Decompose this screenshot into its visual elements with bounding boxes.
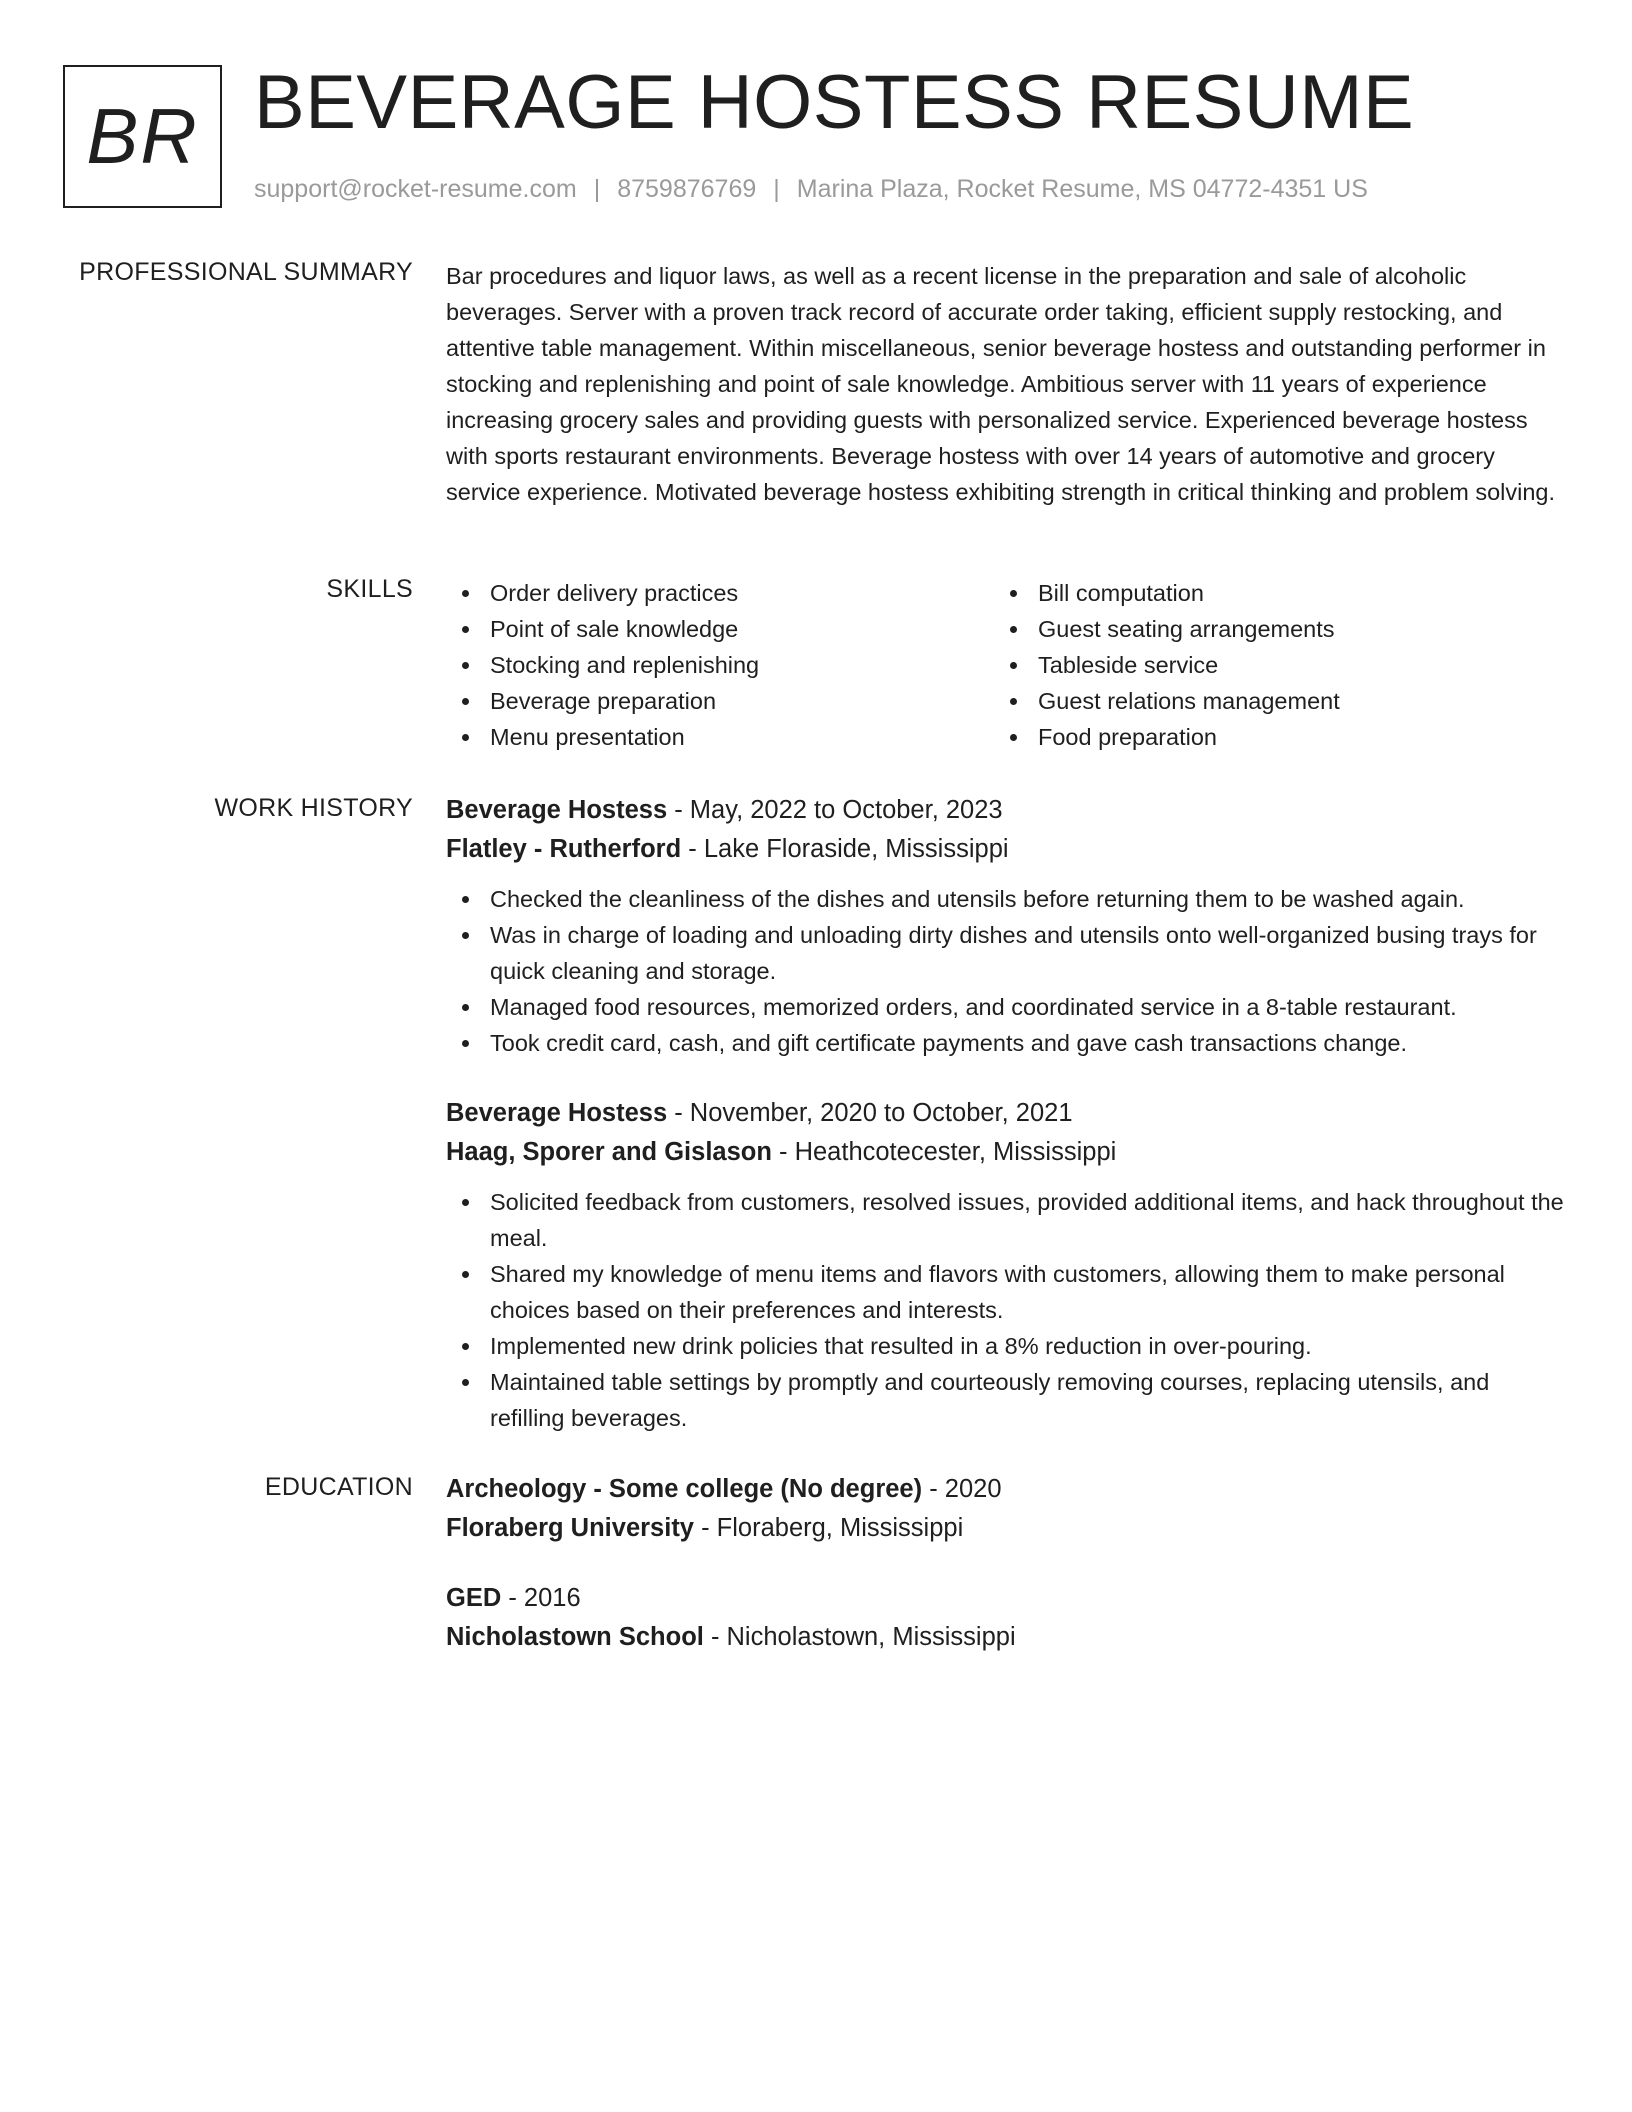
job-duty: Was in charge of loading and unloading dirty dishes and utensils onto well-organized busing trays for quick cleaning and storage. [446, 917, 1566, 989]
skill-item: Tableside service [994, 647, 1542, 683]
education-school-line [446, 1509, 1566, 1548]
education-degree-line [446, 1579, 1566, 1618]
job-dates: - May, 2022 to October, 2023 [667, 796, 1003, 824]
job-title-line [446, 1094, 1566, 1133]
job-duty: Managed food resources, memorized orders, and coordinated service in a 8-table restaurant. [446, 989, 1566, 1025]
skill-item: Beverage preparation [446, 683, 994, 719]
job-duty: Shared my knowledge of menu items and flavors with customers, allowing them to make personal choices based on their preferences and interests. [446, 1256, 1566, 1328]
job-company-line [446, 1133, 1566, 1172]
job-entry [446, 1094, 1566, 1436]
job-duty: Maintained table settings by promptly and courteously removing courses, replacing utensils, and refilling beverages. [446, 1364, 1566, 1436]
education-school-line [446, 1618, 1566, 1657]
contact-address: Marina Plaza, Rocket Resume, MS 04772-4351 US [796, 175, 1368, 203]
skill-item: Order delivery practices [446, 575, 994, 611]
job-company-line [446, 830, 1566, 869]
contact-email[interactable]: support@rocket-resume.com [254, 175, 577, 203]
job-location: - Heathcotecester, Mississippi [771, 1138, 1117, 1166]
education-location: - Nicholastown, Mississippi [703, 1623, 1016, 1651]
section-label-skills: SKILLS [326, 575, 413, 603]
job-entry [446, 791, 1566, 1061]
education-entry [446, 1579, 1566, 1657]
skills-column-left [446, 575, 994, 755]
job-title: Beverage Hostess [446, 1099, 668, 1127]
job-title-line [446, 791, 1566, 830]
education-entry [446, 1470, 1566, 1548]
job-duty: Checked the cleanliness of the dishes and utensils before returning them to be washed again. [446, 881, 1566, 917]
section-label-summary: PROFESSIONAL SUMMARY [79, 258, 413, 286]
job-duty: Took credit card, cash, and gift certificate payments and gave cash transactions change. [446, 1025, 1566, 1061]
section-label-education: EDUCATION [264, 1473, 413, 1501]
education-year: - 2016 [501, 1584, 581, 1612]
contact-separator: | [593, 175, 601, 203]
skill-item: Guest relations management [994, 683, 1542, 719]
education-school: Nicholastown School [446, 1623, 704, 1651]
summary-text: Bar procedures and liquor laws, as well as a recent license in the preparation and sale of alcoholic beverages. Server with a proven track record of accurate order taking, efficient supply restocking, and attentive table management. Within miscellaneous, senior beverage hostess and outstanding performer in stocking and replenishing and point of sale knowledge. Ambitious server with 11 years of experience increasing grocery sales and providing guests with personalized service. Experienced beverage hostess with sports restaurant environments. Beverage hostess with over 14 years of automotive and grocery service experience. Motivated beverage hostess exhibiting strength in critical thinking and problem solving. [446, 263, 1556, 505]
skill-item: Food preparation [994, 719, 1542, 755]
skill-item: Bill computation [994, 575, 1542, 611]
job-duty: Implemented new drink policies that resulted in a 8% reduction in over-pouring. [446, 1328, 1566, 1364]
job-dates: - November, 2020 to October, 2021 [667, 1099, 1073, 1127]
skills-column-right [994, 575, 1542, 755]
job-title: Beverage Hostess [446, 796, 668, 824]
education-degree: GED [446, 1584, 502, 1612]
job-company: Haag, Sporer and Gislason [446, 1138, 772, 1166]
job-company: Flatley - Rutherford [446, 835, 682, 863]
contact-phone[interactable]: 8759876769 [617, 175, 757, 203]
education-year: - 2020 [922, 1475, 1002, 1503]
education-degree: Archeology - Some college (No degree) [446, 1475, 923, 1503]
skill-item: Menu presentation [446, 719, 994, 755]
education-school: Floraberg University [446, 1514, 694, 1542]
skill-item: Guest seating arrangements [994, 611, 1542, 647]
skills-grid [446, 575, 1566, 755]
monogram-initials: BR [86, 92, 199, 180]
job-duty: Solicited feedback from customers, resolved issues, provided additional items, and hack throughout the meal. [446, 1184, 1566, 1256]
job-location: - Lake Floraside, Mississippi [681, 835, 1009, 863]
skill-item: Stocking and replenishing [446, 647, 994, 683]
contact-line [254, 175, 1368, 204]
resume-title: BEVERAGE HOSTESS RESUME [254, 60, 1415, 145]
monogram-badge [63, 65, 222, 208]
education-location: - Floraberg, Mississippi [694, 1514, 964, 1542]
skill-item: Point of sale knowledge [446, 611, 994, 647]
job-duties [446, 1184, 1566, 1436]
job-duties [446, 881, 1566, 1061]
education-degree-line [446, 1470, 1566, 1509]
skills-body [446, 575, 1566, 755]
resume-header [63, 60, 1583, 210]
contact-separator: | [773, 175, 780, 203]
section-label-work: WORK HISTORY [214, 794, 413, 822]
